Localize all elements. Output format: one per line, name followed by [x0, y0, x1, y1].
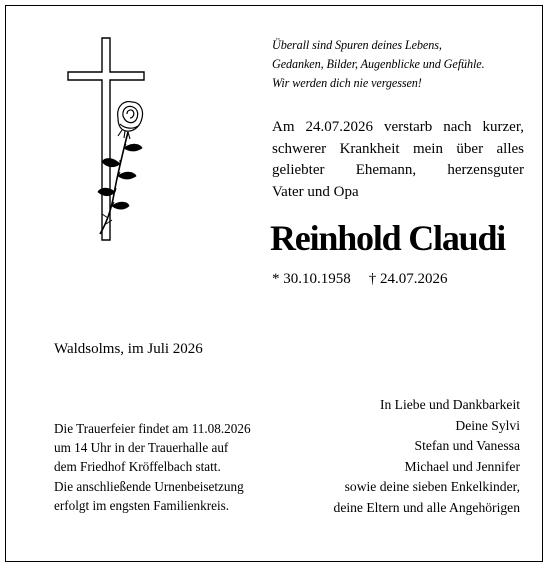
service-line: Die Trauerfeier findet am 11.08.2026 [54, 421, 251, 436]
mourner-line: Stefan und Vanessa [414, 438, 520, 454]
mourner-line: Michael und Jennifer [404, 458, 520, 474]
service-line: um 14 Uhr in der Trauerhalle auf [54, 440, 229, 456]
announcement-line: schwerer Krankheit mein über alles [272, 140, 524, 157]
service-line: Die anschließende Urnenbeisetzung [54, 478, 244, 494]
service-line: dem Friedhof Kröffelbach statt. [54, 459, 221, 475]
funeral-service-info [54, 419, 294, 515]
quote-line: Wir werden dich nie vergessen! [272, 76, 422, 90]
announcement-line: geliebter Ehemann, herzensguter [272, 162, 524, 178]
service-line: erfolgt im engsten Familienkreis. [54, 497, 230, 513]
mourner-line: sowie deine sieben Enkelkinder, [344, 479, 520, 495]
death-announcement [272, 117, 524, 203]
obituary-card [5, 5, 543, 562]
mourners-list [334, 395, 520, 519]
announcement-line: Am 24.07.2026 verstarb nach kurzer, [272, 119, 524, 135]
mourner-line: deine Eltern und alle Angehörigen [333, 499, 520, 515]
quote-line: Überall sind Spuren deines Lebens, [272, 38, 442, 52]
mourner-line: In Liebe und Dankbarkeit [379, 397, 520, 412]
birth-date: * 30.10.1958 [272, 271, 351, 287]
quote-line: Gedanken, Bilder, Augenblicke und Gefühle. [272, 57, 485, 71]
cross-with-rose-icon [62, 36, 152, 251]
mourner-line: Deine Sylvi [455, 417, 520, 433]
deceased-name: Reinhold Claudi [270, 218, 506, 258]
death-date: † 24.07.2026 [368, 271, 448, 287]
place-and-date: Waldsolms, im Juli 2026 [54, 341, 203, 357]
announcement-line: Vater und Opa [272, 183, 359, 200]
memorial-quote [272, 36, 532, 93]
life-dates [272, 269, 448, 289]
